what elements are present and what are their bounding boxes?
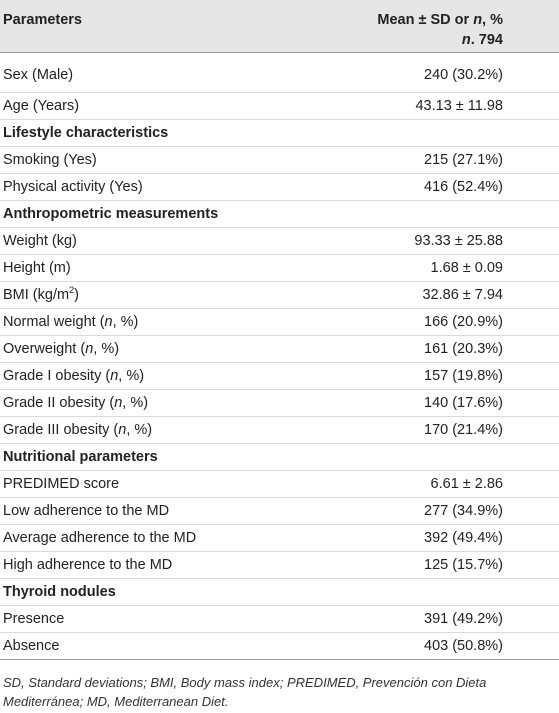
row-label: Presence bbox=[0, 605, 370, 632]
row-value: 170 (21.4%) bbox=[370, 416, 559, 443]
row-value: 391 (49.2%) bbox=[370, 605, 559, 632]
header-mean-sd bbox=[370, 0, 559, 52]
row-label bbox=[0, 308, 370, 335]
table-row bbox=[0, 254, 559, 281]
row-value: 392 (49.4%) bbox=[370, 524, 559, 551]
row-label: Smoking (Yes) bbox=[0, 146, 370, 173]
row-label: PREDIMED score bbox=[0, 470, 370, 497]
row-value: 157 (19.8%) bbox=[370, 362, 559, 389]
row-label-text: , %) bbox=[122, 394, 149, 411]
row-label-italic: n bbox=[104, 313, 113, 330]
table-row bbox=[0, 632, 559, 659]
header-n-count: . 794 bbox=[470, 32, 503, 48]
section-heading: Lifestyle characteristics bbox=[0, 119, 559, 146]
row-label: Age (Years) bbox=[0, 92, 370, 119]
row-label bbox=[0, 416, 370, 443]
header-row bbox=[0, 0, 559, 52]
row-value: 166 (20.9%) bbox=[370, 308, 559, 335]
row-label-text: , %) bbox=[93, 340, 120, 357]
table-row bbox=[0, 551, 559, 578]
section-heading: Thyroid nodules bbox=[0, 578, 559, 605]
row-value: 6.61 ± 2.86 bbox=[370, 470, 559, 497]
table-row bbox=[0, 173, 559, 200]
row-label bbox=[0, 389, 370, 416]
row-label: Low adherence to the MD bbox=[0, 497, 370, 524]
table-row bbox=[0, 92, 559, 119]
table-row bbox=[0, 605, 559, 632]
row-label: Sex (Male) bbox=[0, 52, 370, 92]
row-value: 403 (50.8%) bbox=[370, 632, 559, 659]
row-label-text: , %) bbox=[126, 421, 153, 438]
table-row bbox=[0, 52, 559, 92]
row-label-text: BMI (kg/m bbox=[3, 286, 70, 303]
row-value: 416 (52.4%) bbox=[370, 173, 559, 200]
header-percent: , % bbox=[482, 12, 503, 28]
section-row bbox=[0, 443, 559, 470]
row-label-italic: n bbox=[118, 421, 127, 438]
row-value: 32.86 ± 7.94 bbox=[370, 281, 559, 308]
row-label: Absence bbox=[0, 632, 370, 659]
row-label-text: Grade III obesity ( bbox=[3, 421, 119, 438]
row-label-text: , %) bbox=[118, 367, 145, 384]
table-row bbox=[0, 497, 559, 524]
row-value: 140 (17.6%) bbox=[370, 389, 559, 416]
table-row bbox=[0, 362, 559, 389]
row-label-superscript: 2 bbox=[69, 284, 75, 295]
row-value: 1.68 ± 0.09 bbox=[370, 254, 559, 281]
table-row bbox=[0, 146, 559, 173]
row-label-italic: n bbox=[114, 394, 123, 411]
row-value: 125 (15.7%) bbox=[370, 551, 559, 578]
section-row bbox=[0, 119, 559, 146]
row-value: 277 (34.9%) bbox=[370, 497, 559, 524]
row-label bbox=[0, 281, 370, 308]
table-row bbox=[0, 335, 559, 362]
row-value: 215 (27.1%) bbox=[370, 146, 559, 173]
row-label-italic: n bbox=[85, 340, 94, 357]
section-heading: Nutritional parameters bbox=[0, 443, 559, 470]
table-header bbox=[0, 0, 559, 52]
table-row bbox=[0, 281, 559, 308]
row-label-italic: n bbox=[110, 367, 119, 384]
row-label: Weight (kg) bbox=[0, 227, 370, 254]
row-label bbox=[0, 362, 370, 389]
section-heading: Anthropometric measurements bbox=[0, 200, 559, 227]
row-label-text: , %) bbox=[112, 313, 139, 330]
table-row bbox=[0, 227, 559, 254]
row-label: Average adherence to the MD bbox=[0, 524, 370, 551]
header-n-italic: n bbox=[473, 12, 483, 28]
table-row bbox=[0, 308, 559, 335]
table-row bbox=[0, 389, 559, 416]
row-label: Height (m) bbox=[0, 254, 370, 281]
row-label: Physical activity (Yes) bbox=[0, 173, 370, 200]
header-n-italic-2: n bbox=[461, 32, 471, 48]
header-mean-text: Mean ± SD or bbox=[377, 12, 474, 28]
row-label-text: Normal weight ( bbox=[3, 313, 105, 330]
table-row bbox=[0, 470, 559, 497]
table-row bbox=[0, 416, 559, 443]
row-label bbox=[0, 335, 370, 362]
table-row bbox=[0, 524, 559, 551]
row-value: 93.33 ± 25.88 bbox=[370, 227, 559, 254]
table-footnote: SD, Standard deviations; BMI, Body mass index; PREDIMED, Prevención con Dieta Mediterránea; MD, Mediterranean Diet. bbox=[3, 674, 487, 709]
row-label-text: ) bbox=[74, 286, 79, 303]
row-value: 240 (30.2%) bbox=[370, 52, 559, 92]
row-label-text: Grade I obesity ( bbox=[3, 367, 111, 384]
section-row bbox=[0, 578, 559, 605]
row-value: 43.13 ± 11.98 bbox=[370, 92, 559, 119]
row-value: 161 (20.3%) bbox=[370, 335, 559, 362]
row-label-text: Grade II obesity ( bbox=[3, 394, 115, 411]
header-parameters: Parameters bbox=[0, 0, 370, 52]
row-label: High adherence to the MD bbox=[0, 551, 370, 578]
section-row bbox=[0, 200, 559, 227]
row-label-text: Overweight ( bbox=[3, 340, 86, 357]
